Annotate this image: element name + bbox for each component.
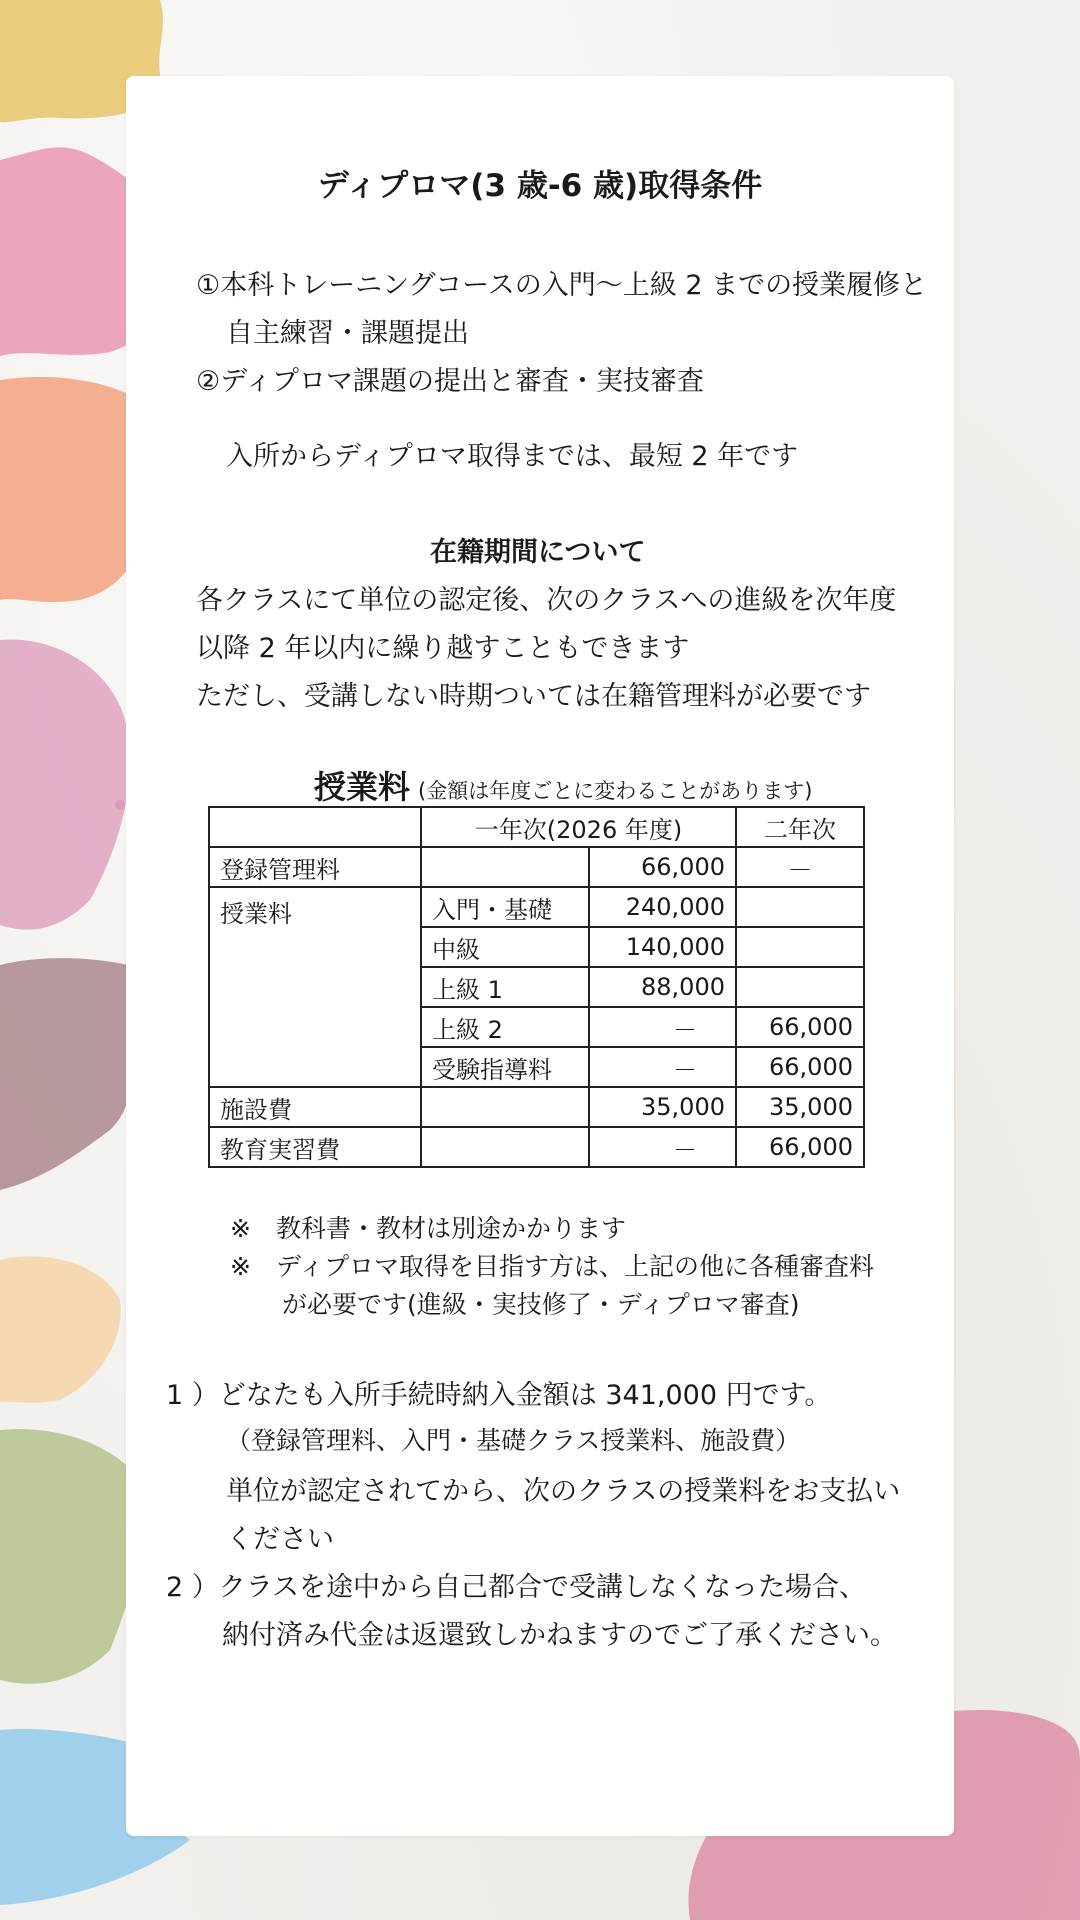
row-sublabel: 受験指導料 <box>421 1047 589 1087</box>
cell-year1: 66,000 <box>589 847 736 887</box>
cell-year1: － <box>589 1127 736 1167</box>
payment-2-line-2: 納付済み代金は返還致しかねますのでご了承ください。 <box>222 1620 897 1651</box>
table-row <box>209 1087 864 1127</box>
row-sublabel: 中級 <box>421 927 589 967</box>
cell-year2: － <box>736 847 864 887</box>
cell-year1: 88,000 <box>589 967 736 1007</box>
cell-year1: － <box>589 1047 736 1087</box>
cell-year2: 35,000 <box>736 1087 864 1127</box>
payment-1-line-4: ください <box>226 1524 334 1555</box>
pink-blot-2 <box>0 639 130 929</box>
duration-note: 入所からディプロマ取得までは、最短 2 年です <box>226 441 799 472</box>
note-exam-fees-line-1: ※ ディプロマ取得を目指す方は、上記の他に各種審査料 <box>230 1252 874 1281</box>
payment-2-line-1: 2 ）クラスを途中から自己都合で受講しなくなった場合、 <box>166 1572 866 1603</box>
table-row <box>209 1127 864 1167</box>
enrollment-line-3: ただし、受講しない時期ついては在籍管理料が必要です <box>196 681 871 712</box>
table-header-row <box>209 807 864 847</box>
table-row <box>209 847 864 887</box>
condition-2: ②ディプロマ課題の提出と審査・実技審査 <box>196 366 705 397</box>
cell-year1: 35,000 <box>589 1087 736 1127</box>
cell-year2 <box>736 967 864 1007</box>
cell-year2: 66,000 <box>736 1127 864 1167</box>
row-sublabel: 上級 1 <box>421 967 589 1007</box>
page-title: ディプロマ(3 歳-6 歳)取得条件 <box>317 168 763 204</box>
peach-blot <box>0 1256 121 1402</box>
header-year1: 一年次(2026 年度) <box>421 807 736 847</box>
row-sublabel <box>421 1127 589 1167</box>
row-label-tuition: 授業料 <box>209 887 421 1087</box>
payment-1-line-3: 単位が認定されてから、次のクラスの授業料をお支払い <box>226 1476 901 1507</box>
condition-1-line-2: 自主練習・課題提出 <box>226 318 469 349</box>
payment-1-line-2: （登録管理料、入門・基礎クラス授業料、施設費） <box>226 1426 801 1455</box>
row-sublabel <box>421 1087 589 1127</box>
enrollment-heading: 在籍期間について <box>430 537 646 568</box>
cell-year2 <box>736 927 864 967</box>
cell-year1: 240,000 <box>589 887 736 927</box>
tuition-heading <box>314 762 812 808</box>
cell-year2: 66,000 <box>736 1007 864 1047</box>
note-materials: ※ 教科書・教材は別途かかります <box>230 1214 626 1243</box>
table-row <box>209 887 864 927</box>
note-exam-fees-line-2: が必要です(進級・実技修了・ディプロマ審査) <box>282 1290 800 1319</box>
payment-1-line-1: 1 ）どなたも入所手続時納入金額は 341,000 円です。 <box>166 1380 832 1411</box>
condition-1-line-1: ①本科トレーニングコースの入門～上級 2 までの授業履修と <box>196 270 928 301</box>
cell-year2: 66,000 <box>736 1047 864 1087</box>
cell-year2 <box>736 887 864 927</box>
cell-year1: 140,000 <box>589 927 736 967</box>
row-sublabel: 上級 2 <box>421 1007 589 1047</box>
row-sublabel: 入門・基礎 <box>421 887 589 927</box>
tuition-subtitle: (金額は年度ごとに変わることがあります) <box>418 779 813 803</box>
cell-year1: － <box>589 1007 736 1047</box>
row-label: 施設費 <box>209 1087 421 1127</box>
row-label: 教育実習費 <box>209 1127 421 1167</box>
enrollment-line-2: 以降 2 年以内に繰り越すこともできます <box>196 633 690 664</box>
row-label: 登録管理料 <box>209 847 421 887</box>
tuition-title: 授業料 <box>314 768 411 806</box>
row-sublabel <box>421 847 589 887</box>
pink-dot-2 <box>115 800 125 810</box>
header-year2: 二年次 <box>736 807 864 847</box>
header-empty <box>209 807 421 847</box>
green-blot <box>0 1429 143 1684</box>
enrollment-line-1: 各クラスにて単位の認定後、次のクラスへの進級を次年度 <box>196 585 897 616</box>
tuition-table <box>208 806 865 1168</box>
